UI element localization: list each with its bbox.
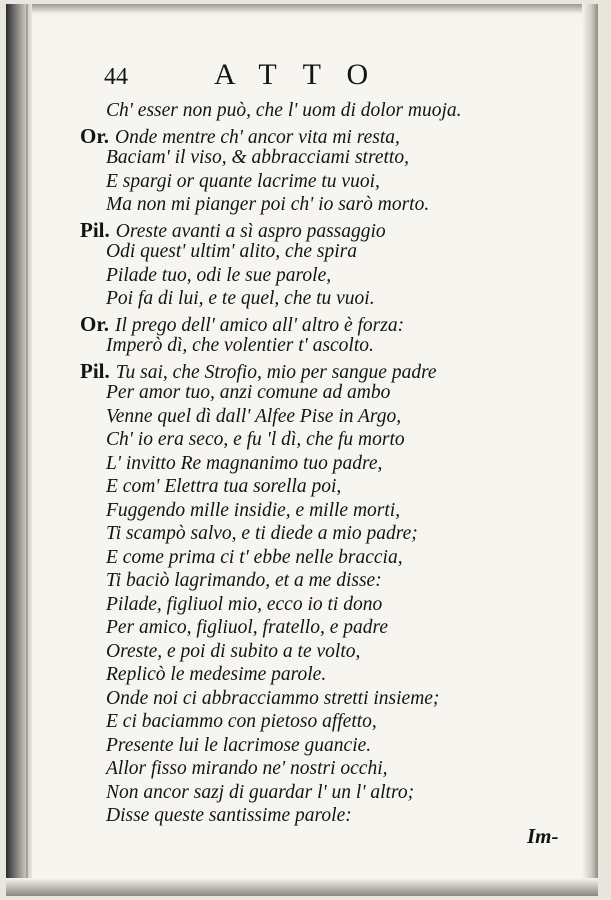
verse-line-text: Presente lui le lacrimose guancie. [106,734,372,756]
speaker-label: Pil. [80,358,110,383]
verse-line-text: Oreste, e poi di subito a te volto, [106,640,361,662]
verse-line [106,241,357,263]
verse-line-text: Non ancor sazj di guardar l' un l' altro; [106,781,415,803]
verse-line [106,476,341,498]
speaker-label: Pil. [80,217,110,242]
verse-line-text: Oreste avanti a sì aspro passaggio [115,220,386,242]
verse-line-text: Ch' esser non può, che l' uom di dolor muoja. [106,100,462,121]
verse-line [106,688,439,710]
verse-line [106,265,331,287]
verse-line [106,758,388,780]
verse-line [106,429,405,451]
verse-line-text: Replicò le medesime parole. [106,664,327,685]
verse-line-text: Ti scampò salvo, e ti diede a mio padre; [106,523,418,544]
verse-line [106,194,429,216]
verse-line-text: E come prima ci t' ebbe nelle braccia, [106,546,403,568]
verse-line [80,218,386,243]
speaker-label: Or. [80,123,109,148]
verse-line [106,382,390,404]
verse-line-text: Baciam' il viso, & abbracciami stretto, [106,147,409,168]
verse-line [106,641,360,663]
verse-line [106,547,403,569]
verse-line [106,735,371,757]
verse-line [106,500,400,522]
verse-line-text: Per amor tuo, anzi comune ad ambo [106,382,391,403]
verse-line [106,523,418,545]
verse-line [106,335,374,357]
verse-line [106,288,375,310]
verse-line [106,453,382,475]
verse-line-text: E spargi or quante lacrime tu vuoi, [106,170,380,192]
verse-line-text: L' invitto Re magnanimo tuo padre, [106,452,383,474]
verse-line-text: Venne quel dì dall' Alfee Pise in Argo, [106,405,402,427]
verse-line-text: Per amico, figliuol, fratello, e padre [106,617,388,638]
verse-line-text: Onde noi ci abbracciammo stretti insieme; [106,687,440,709]
verse-line-text: Tu sai, che Strofio, mio per sangue padre [115,361,437,383]
verse-line-text: Pilade, figliuol mio, ecco io ti dono [106,593,383,615]
verse-line [106,570,382,592]
verse-line-text: Fuggendo mille insidie, e mille morti, [106,499,401,521]
verse-line-text: Poi fa di lui, e te quel, che tu vuoi. [106,288,375,309]
verse-line-text: Ti baciò lagrimando, et a me disse: [106,570,382,591]
verse-line-text: Pilade tuo, odi le sue parole, [106,264,332,286]
verse-line [80,312,404,337]
verse-line-text: Imperò dì, che volentier t' ascolto. [106,335,374,356]
verse-line-text: Il prego dell' amico all' altro è forza: [114,314,405,336]
verse-line [106,171,380,193]
verse-line [106,805,352,827]
verse-line [80,124,400,149]
verse-line-text: E ci baciammo con pietoso affetto, [106,711,377,732]
verse-line [106,147,409,169]
page-number: 44 [104,64,128,90]
verse-line-text: Ma non mi pianger poi ch' io sarò morto. [106,194,430,215]
verse-line [106,617,388,639]
verse-line [80,359,437,384]
verse-line-text: E com' Elettra tua sorella poi, [106,476,342,497]
verse-line [106,782,414,804]
verse-line [106,711,377,733]
verse-line-text: Disse queste santissime parole: [106,805,352,826]
verse-line [106,594,382,616]
verse-line-text: Allor fisso mirando ne' nostri occhi, [106,758,388,779]
verse-line [106,100,462,122]
catchword: Im- [527,824,559,848]
verse-line-text: Ch' io era seco, e fu 'l dì, che fu morto [106,429,405,450]
verse-line [106,664,326,686]
verse-line [106,406,401,428]
verse-line-text: Odi quest' ultim' alito, che spira [106,241,357,262]
verse-line-text: Onde mentre ch' ancor vita mi resta, [114,126,400,148]
speaker-label: Or. [80,311,109,336]
running-title: ATTO [214,58,395,91]
